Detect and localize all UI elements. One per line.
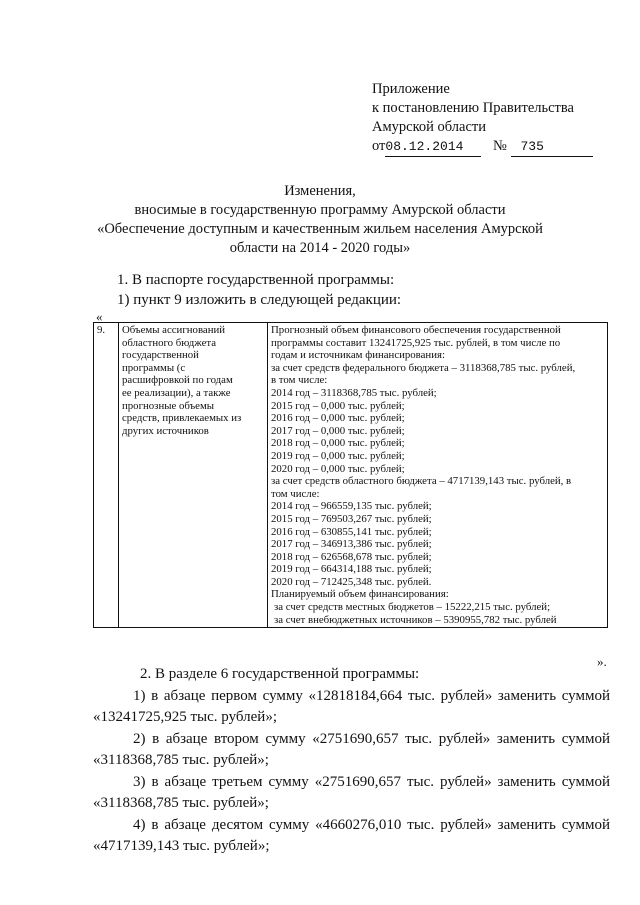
content-line: 2019 год – 664314,188 тыс. рублей; (271, 563, 432, 576)
section-2-item: 3) в абзаце третьем сумму «2751690,657 тыс. рублей» заменить суммой «3118368,785 тыс. рублей»; (93, 773, 610, 811)
passport-table (93, 322, 608, 628)
section-1 (117, 270, 401, 310)
content-line: 2014 год – 966559,135 тыс. рублей; (271, 500, 432, 513)
name-line: программы (с (122, 361, 186, 374)
content-line: в том числе: (271, 374, 328, 387)
name-line: прогнозные объемы (122, 399, 215, 412)
approval-date: 08.12.2014 (385, 137, 481, 157)
name-line: расшифровкой по годам (122, 374, 233, 387)
content-line: 2017 год – 0,000 тыс. рублей; (271, 424, 405, 437)
title-line-4: области на 2014 - 2020 годы» (229, 240, 411, 256)
row-content-cell (268, 323, 608, 628)
quote-open: « (96, 309, 103, 324)
content-line: 2018 год – 626568,678 тыс. рублей; (271, 550, 432, 563)
approval-line-1: Приложение (372, 81, 450, 97)
content-line: 2018 год – 0,000 тыс. рублей; (271, 437, 405, 450)
section-2 (93, 664, 610, 858)
approval-block (372, 80, 593, 157)
name-line: ее реализации), а также (122, 386, 231, 399)
content-line: Прогнозный объем финансового обеспечения государственной (271, 324, 561, 336)
content-line: 2020 год – 712425,348 тыс. рублей. (271, 575, 432, 588)
content-line: годам и источникам финансирования: (271, 349, 445, 362)
title-line-2: вносимые в государственную программу Амурской области (134, 202, 506, 218)
name-line: государственной (122, 349, 199, 362)
content-line: 2015 год – 769503,267 тыс. рублей; (271, 512, 432, 525)
section-2-item: 4) в абзаце десятом сумму «4660276,010 тыс. рублей» заменить суммой «4717139,143 тыс. рублей»; (93, 816, 610, 854)
approval-line-2: к постановлению Правительства (372, 100, 574, 116)
section-2-heading: 2. В разделе 6 государственной программы: (140, 666, 420, 682)
title-line-3: «Обеспечение доступным и качественным жильем населения Амурской (97, 221, 543, 237)
content-line: 2016 год – 630855,141 тыс. рублей; (271, 525, 432, 538)
quote-close: ». (597, 654, 607, 669)
section-2-item: 2) в абзаце втором сумму «2751690,657 тыс. рублей» заменить суммой «3118368,785 тыс. рублей»; (93, 730, 610, 768)
approval-date-number (372, 137, 593, 157)
content-line: 2015 год – 0,000 тыс. рублей; (271, 399, 405, 412)
document-title (0, 182, 640, 258)
content-line: программы составит 13241725,925 тыс. рублей, в том числе по (271, 336, 561, 349)
content-line: за счет внебюджетных источников – 5390955,782 тыс. рублей (274, 613, 557, 626)
content-line: 2019 год – 0,000 тыс. рублей; (271, 449, 405, 462)
content-line: 2017 год – 346913,386 тыс. рублей; (271, 538, 432, 551)
content-line: 2014 год – 3118368,785 тыс. рублей; (271, 386, 437, 399)
name-line: средств, привлекаемых из (122, 412, 242, 425)
content-line: за счет средств местных бюджетов – 15222,215 тыс. рублей; (274, 601, 551, 614)
name-line: областного бюджета (122, 336, 217, 349)
name-line: Объемы ассигнований (122, 324, 226, 336)
row-number: 9. (94, 323, 119, 628)
section-2-item: 1) в абзаце первом сумму «12818184,664 тыс. рублей» заменить суммой «13241725,925 тыс. рублей»; (93, 687, 610, 725)
content-line: за счет средств областного бюджета – 4717139,143 тыс. рублей, в (271, 475, 572, 488)
content-line: за счет средств федерального бюджета – 3118368,785 тыс. рублей, (271, 361, 576, 374)
section-1-item: 1) пункт 9 изложить в следующей редакции: (117, 292, 402, 308)
section-1-heading: 1. В паспорте государственной программы: (117, 272, 395, 288)
number-sign: № (493, 138, 507, 154)
approval-line-3: Амурской области (372, 119, 486, 135)
approval-number: 735 (511, 137, 593, 157)
date-prefix: от (372, 138, 386, 154)
title-line-1: Изменения, (284, 183, 356, 199)
row-name-cell (119, 323, 268, 628)
content-line: 2016 год – 0,000 тыс. рублей; (271, 412, 405, 425)
name-line: других источников (122, 424, 209, 437)
table-row (94, 323, 608, 628)
content-line: том числе: (271, 487, 320, 500)
content-line: Планируемый объем финансирования: (271, 588, 449, 601)
content-line: 2020 год – 0,000 тыс. рублей; (271, 462, 405, 475)
